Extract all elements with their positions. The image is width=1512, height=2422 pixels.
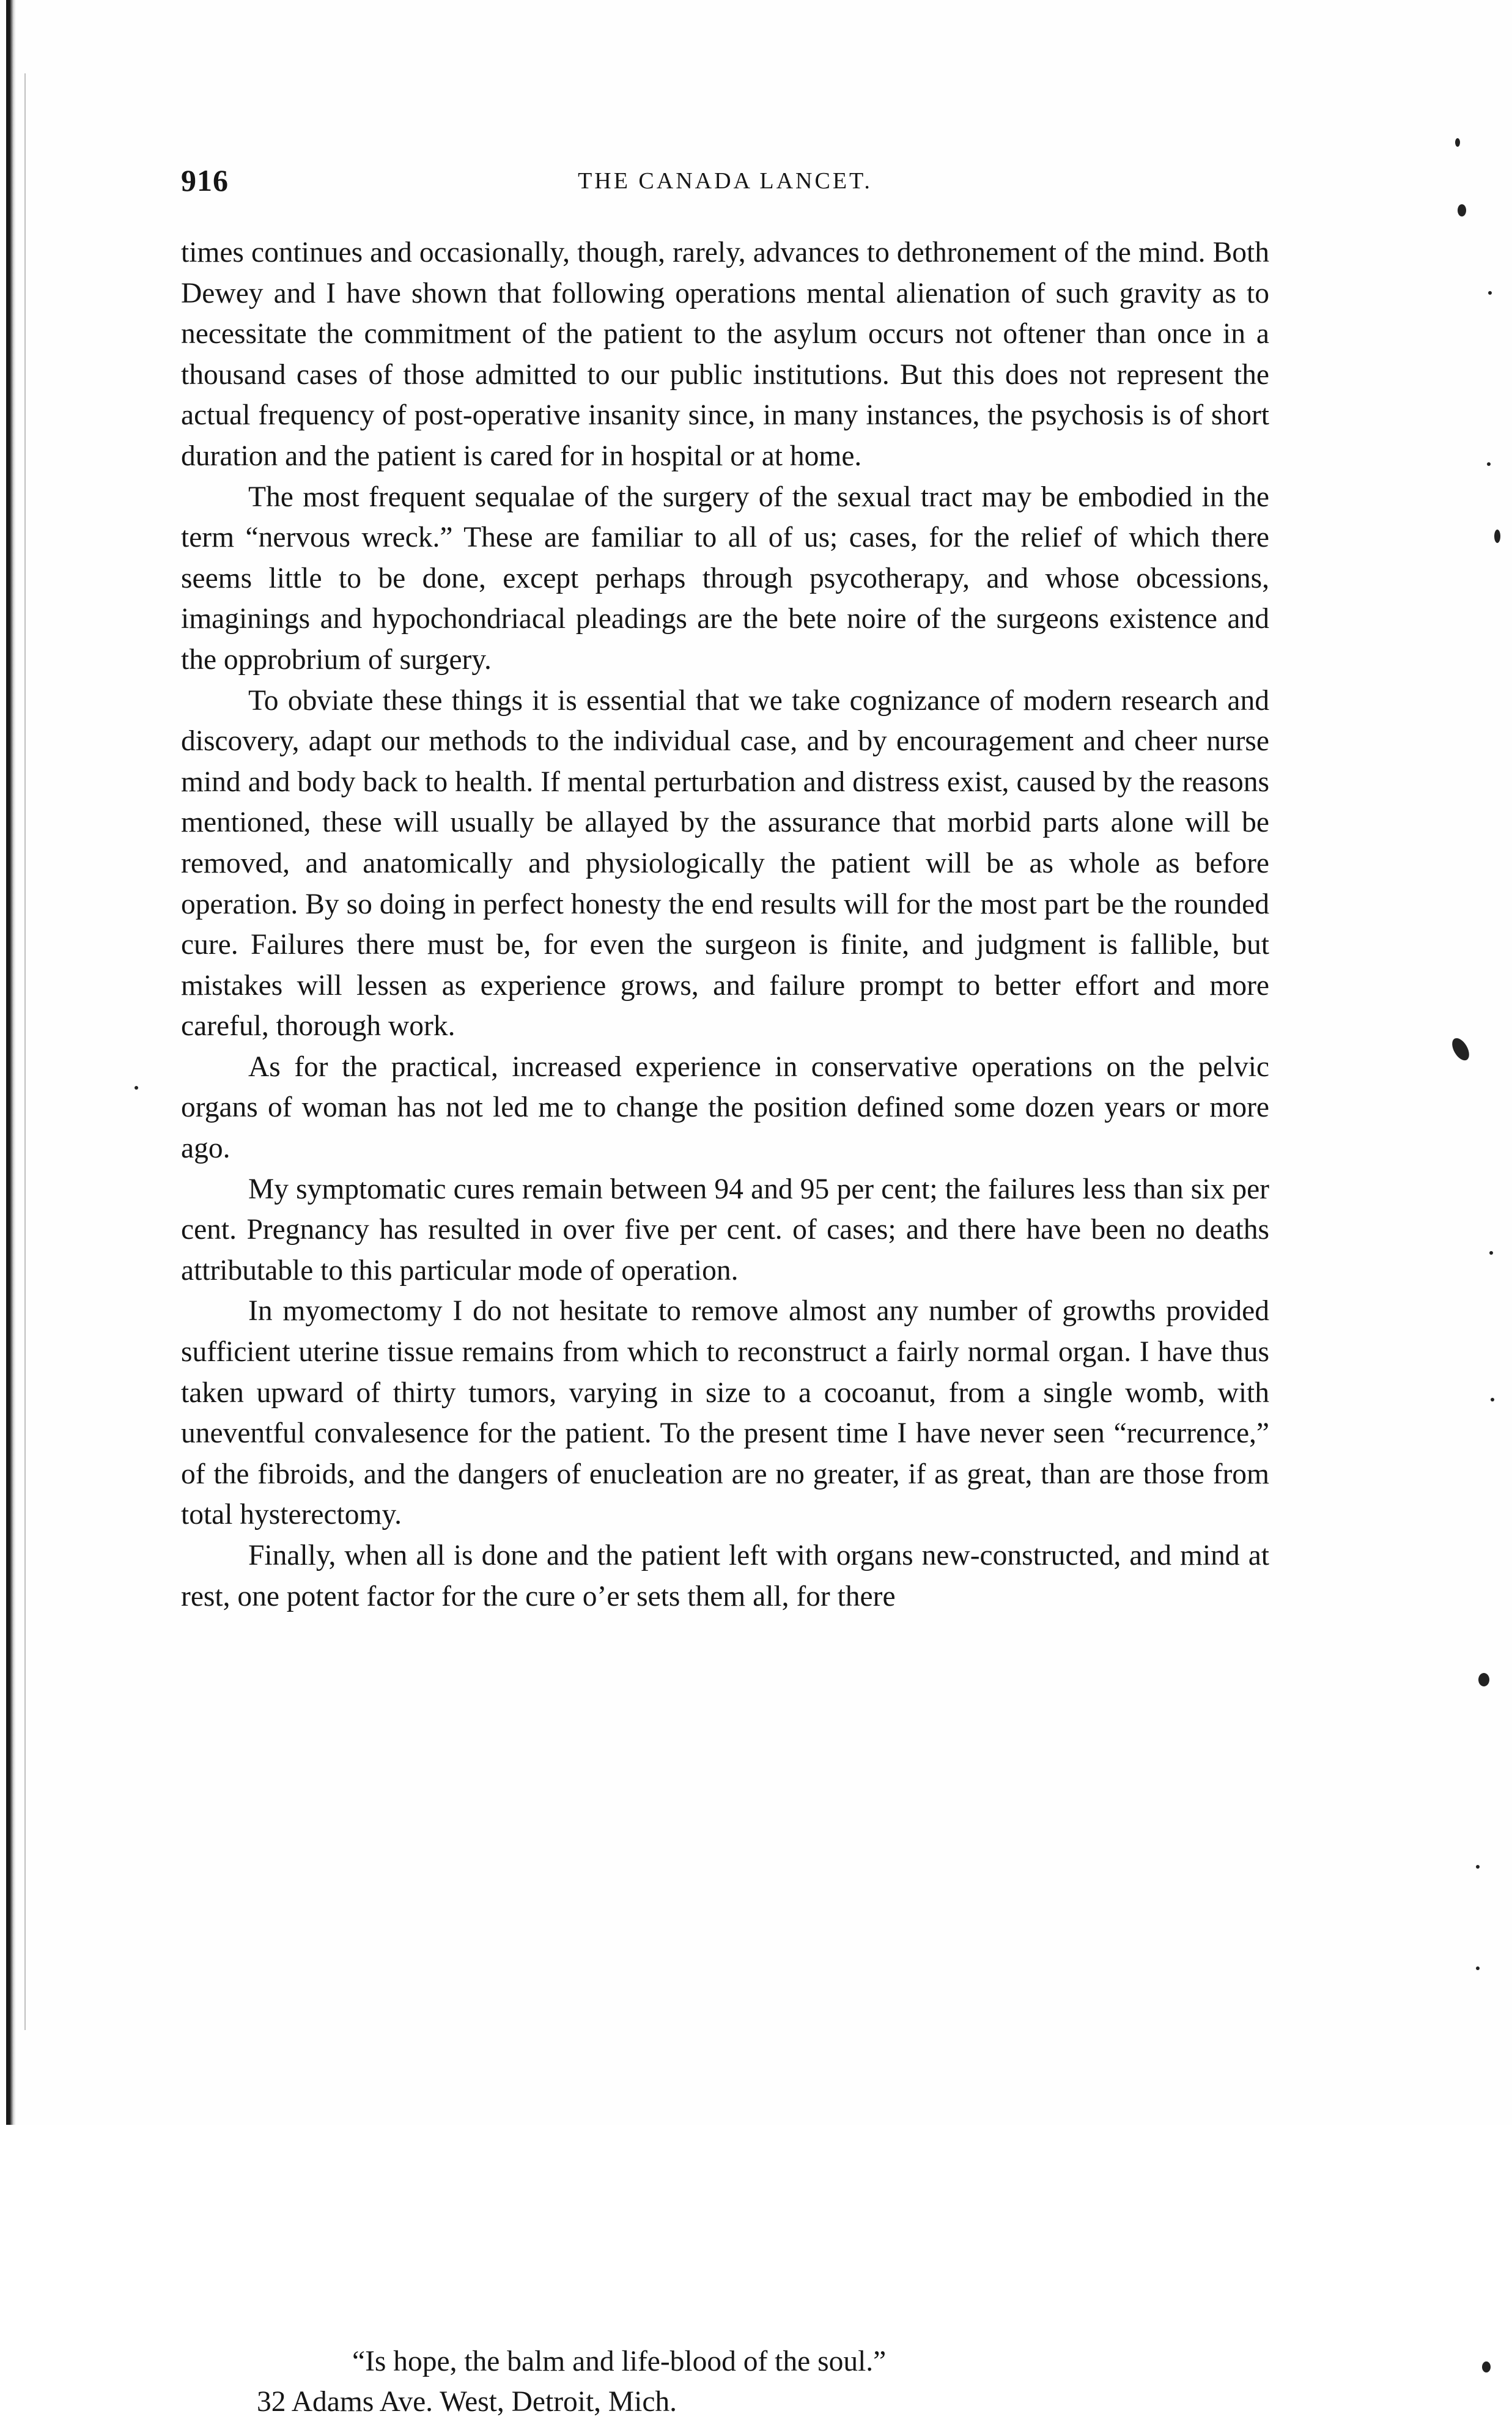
scan-speck [1476,1865,1480,1869]
paragraph: The most frequent sequalae of the surgery of the sexual tract may be embodied in the term “nervous wreck.” These are familiar to all of us; cases, for the relief of which there seems little to be done, except perhaps through psycotherapy, and whose obcessions, imaginings and hypochondriacal pleadings are the bete noire of the surgeons existence and the opprobrium of surgery. [181,481,1269,676]
paragraph: In myomectomy I do not hesitate to remove almost any number of growths provided sufficient uterine tissue remains from which to reconstruct a fairly normal organ. I have thus taken upward of thirty tumors, varying in size to a cocoanut, from a single womb, with uneventful convalesence for the patient. To the present time I have never seen “recurrence,” of the fibroids, and the dangers of enucleation are no greater, if as great, than are those from total hysterectomy. [181,1295,1269,1531]
scan-speck [1448,1035,1472,1063]
paragraph: My symptomatic cures remain between 94 and 95 per cent; the failures less than six per cent. Pregnancy has resulted in over five per cent. of cases; and there have been no deaths attributable to this particular mode of operation. [181,1173,1269,1287]
paragraph: To obviate these things it is essential that we take cognizance of modern research and discovery, adapt our methods to the individual case, and by encouragement and cheer nurse mind and body back to health. If mental perturbation and distress exist, caused by the reasons mentioned, these will usually be allayed by the assurance that morbid parts alone will be removed, and anatomically and physiologically the patient will be as whole as before operation. By so doing in perfect honesty the end results will for the most part be the rounded cure. Failures there must be, for even the surgeon is finite, and judgment is fallible, but mistakes will lessen as experience grows, and failure prompt to better effort and more careful, thorough work. [181,684,1269,1043]
page-number: 916 [181,163,229,198]
scan-speck [1491,1398,1494,1401]
scan-speck [1476,1966,1480,1970]
scan-speck [1482,2361,1491,2372]
scan-speck [135,1086,138,1090]
scan-speck [1487,462,1491,466]
paragraph: As for the practical, increased experience in conservative operations on the pelvic organs of woman has not led me to change the position defined some dozen years or more ago. [181,1050,1269,1165]
scan-speck [1458,204,1466,216]
running-head: THE CANADA LANCET. [578,168,872,194]
page-header [181,163,1269,205]
paragraph: times continues and occasionally, though, rarely, advances to dethronement of the mind. Both Dewey and I have shown that following operations mental alienation of such gravity as to necessitate the commitment of the patient to the asylum occurs not oftener than once in a thousand cases of those admitted to our public institutions. But this does not represent the actual frequency of post-operative insanity since, in many instances, the psychosis is of short duration and the patient is cared for in hospital or at home. [181,237,1269,472]
scan-speck [1455,138,1460,147]
article-body [181,232,1269,1617]
binding-edge [6,0,16,2125]
scan-speck [1488,291,1492,295]
scan-speck [1494,530,1500,543]
paragraph: Finally, when all is done and the patient left with organs new-constructed, and mind at rest, one potent factor for the cure o’er sets them all, for there [181,1540,1269,1612]
quote-text: “Is hope, the balm and life-blood of the soul.” [352,2346,887,2377]
scan-speck [1478,1673,1489,1686]
scan-speck [1489,1251,1493,1255]
author-address: 32 Adams Ave. West, Detroit, Mich. [257,2386,677,2418]
binding-shadow-line [24,73,26,2030]
